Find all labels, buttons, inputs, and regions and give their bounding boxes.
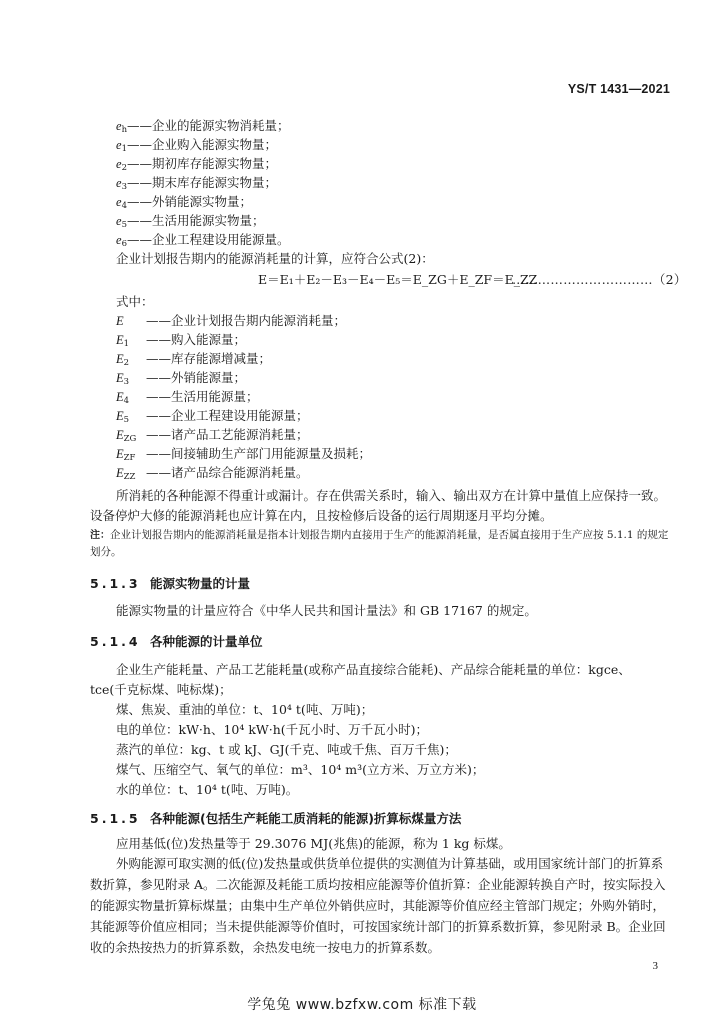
formula-number: ……………………………（2） bbox=[512, 272, 687, 287]
note-label: 注： bbox=[90, 530, 110, 541]
definition-E4: $E_4$ ——生活用能源量； bbox=[116, 389, 259, 406]
definition-E3: $E_3$ ——外销能源量； bbox=[116, 370, 247, 387]
definition-E1: $E_1$ ——购入能源量； bbox=[116, 332, 247, 349]
section-heading-514: 5.1.4 各种能源的计量单位 bbox=[90, 634, 263, 649]
paragraph-consumption: 所消耗的各种能源不得重计或漏计。存在供需关系时，输入、输出双方在计算中量值上应保持一致。设备停炉大修的能源消耗也应计算在内，且按检修后设备的运行周期逐月平均分摊。 bbox=[90, 488, 667, 523]
definition-e5: $e_5——$生活用能源实物量； bbox=[116, 213, 265, 230]
definition-EZF: $E_{ZF}$ ——间接辅助生产部门用能源量及损耗； bbox=[116, 446, 372, 463]
section-514-line-5: 煤气、压缩空气、氧气的单位：m³、10⁴ m³(立方米、万立方米)； bbox=[116, 762, 485, 777]
note bbox=[90, 527, 670, 561]
definition-EZZ: $E_{ZZ}$ ——诸产品综合能源消耗量。 bbox=[116, 465, 309, 482]
definition-E5: $E_5$ ——企业工程建设用能源量； bbox=[116, 408, 309, 425]
definition-eh: $e_h——$企业的能源实物消耗量； bbox=[116, 118, 290, 135]
section-513-body: 能源实物量的计量应符合《中华人民共和国计量法》和 GB 17167 的规定。 bbox=[116, 603, 537, 618]
formula-2: E＝E₁＋E₂－E₃－E₄－E₅＝E_ZG＋E_ZF＝E_ZZ bbox=[258, 272, 538, 287]
definition-e4: $e_4——$外销能源实物量； bbox=[116, 194, 252, 211]
section-515-p1: 应用基低(位)发热量等于 29.3076 MJ(兆焦)的能源，称为 1 kg 标煤。 bbox=[116, 836, 511, 851]
note-text: 企业计划报告期内的能源消耗量是指本计划报告期内直接用于生产的能源消耗量，是否属直接用于生产应按 5.1.1 的规定划分。 bbox=[90, 529, 669, 558]
definition-e3: $e_3——$期末库存能源实物量； bbox=[116, 175, 277, 192]
section-heading-513: 5.1.3 能源实物量的计量 bbox=[90, 576, 251, 591]
section-514-line-1: 企业生产能耗量、产品工艺能耗量(或称产品直接综合能耗)、产品综合能耗量的单位：kgce、tce(千克标煤、吨标煤)； bbox=[90, 662, 631, 697]
section-514-line-4: 蒸汽的单位：kg、t 或 kJ、GJ(千克、吨或千焦、百万千焦)； bbox=[116, 742, 457, 757]
document-code: YS/T 1431—2021 bbox=[567, 82, 670, 96]
where-label: 式中： bbox=[116, 294, 154, 309]
page-number: 3 bbox=[652, 960, 658, 972]
definition-e1: $e_1——$企业购入能源实物量； bbox=[116, 137, 277, 154]
section-515-p2: 外购能源可取实测的低(位)发热量或供货单位提供的实测值为计算基础，或用国家统计部门的折算系数折算，参见附录 A。二次能源及耗能工质均按相应能源等价值折算：企业能源转换自产时，按实际投入的能源实物量折算标煤量；由集中生产单位外销供应时，其能源等价值应经主管部门规定；外购外销时，其能源等价值应相同；当未提供能源等价值时，可按国家统计部门的折算系数折算，参见附录 B。企业回收的余热按热力的折算系数，余热发电统一按电力的折算系数。 bbox=[90, 856, 666, 955]
section-514-line-3: 电的单位：kW·h、10⁴ kW·h(千瓦小时、万千瓦小时)； bbox=[116, 722, 429, 737]
section-514-line-2: 煤、焦炭、重油的单位：t、10⁴ t(吨、万吨)； bbox=[116, 702, 374, 717]
formula-intro: 企业计划报告期内的能源消耗量的计算，应符合公式(2)： bbox=[116, 251, 434, 266]
definition-e6: $e_6——$企业工程建设用能源量。 bbox=[116, 232, 290, 249]
section-heading-515: 5.1.5 各种能源(包括生产耗能工质消耗的能源)折算标煤量方法 bbox=[90, 811, 462, 826]
watermark-footer: 学兔兔 www.bzfxw.com 标准下载 bbox=[247, 997, 477, 1013]
definition-EZG: $E_{ZG}$ ——诸产品工艺能源消耗量； bbox=[116, 427, 309, 444]
definition-E: E ——企业计划报告期内能源消耗量； bbox=[116, 313, 347, 328]
section-514-line-6: 水的单位：t、10⁴ t(吨、万吨)。 bbox=[116, 782, 299, 797]
definition-e2: $e_2——$期初库存能源实物量； bbox=[116, 156, 277, 173]
definition-E2: $E_2$ ——库存能源增减量； bbox=[116, 351, 272, 368]
